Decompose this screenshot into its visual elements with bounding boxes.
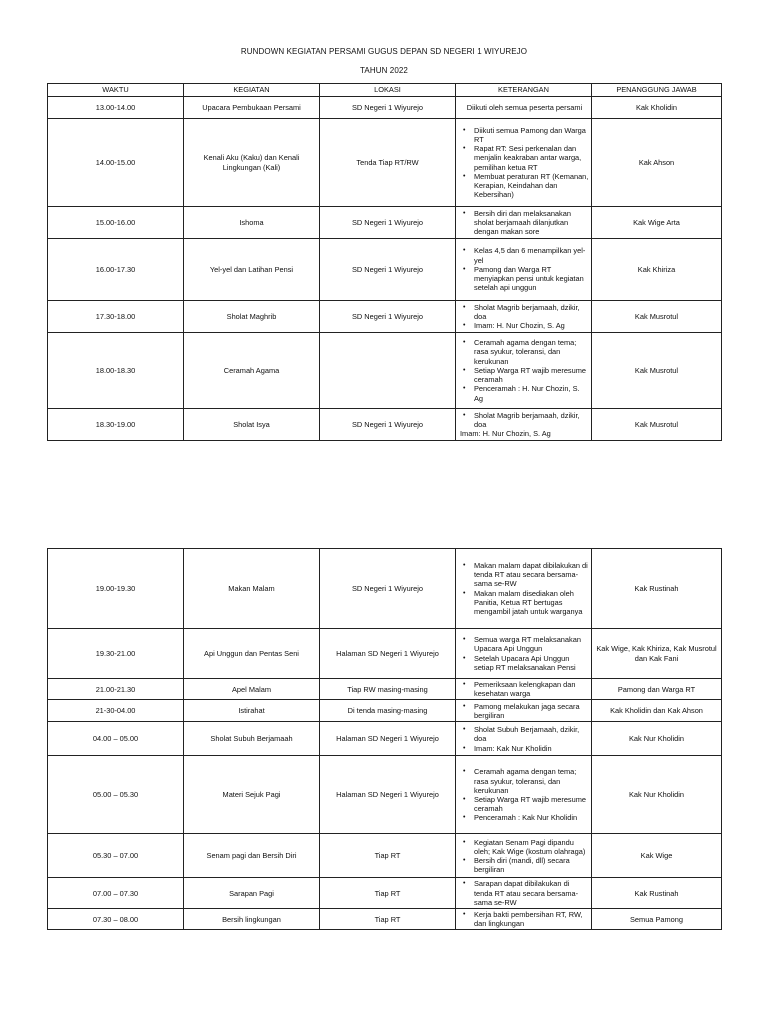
lokasi-cell: Halaman SD Negeri 1 Wiyurejo: [320, 722, 456, 756]
document-title: RUNDOWN KEGIATAN PERSAMI GUGUS DEPAN SD NEGERI 1 WIYUREJO: [240, 47, 528, 56]
kegiatan-cell: Upacara Pembukaan Persami: [184, 97, 320, 119]
lokasi-cell: [320, 333, 456, 409]
kegiatan-cell: Ishoma: [184, 207, 320, 239]
keterangan-bullet-item: • Membuat peraturan RT (Kemanan, Kerapian, Keindahan dan Kebersihan): [474, 172, 589, 200]
waktu-cell: 18.00-18.30: [48, 333, 184, 409]
keterangan-cell: [456, 629, 592, 679]
waktu-cell: 04.00 – 05.00: [48, 722, 184, 756]
penanggung-jawab-cell: Kak Nur Kholidin: [592, 756, 722, 834]
penanggung-jawab-cell: Kak Wige: [592, 834, 722, 878]
keterangan-cell: [456, 119, 592, 207]
keterangan-text: Diikuti oleh semua peserta persami: [466, 102, 583, 112]
table-row: [48, 119, 722, 207]
kegiatan-cell: Apel Malam: [184, 679, 320, 700]
keterangan-cell: [456, 409, 592, 441]
kegiatan-cell: Sarapan Pagi: [184, 878, 320, 909]
table-header-row: [48, 84, 722, 97]
table-row: [48, 409, 722, 441]
column-header-lokasi: LOKASI: [320, 84, 456, 97]
table-row: [48, 629, 722, 679]
penanggung-jawab-cell: Kak Ahson: [592, 119, 722, 207]
keterangan-bullet-item: • Penceramah : Kak Nur Kholidin: [474, 813, 589, 822]
document-year: TAHUN 2022: [360, 66, 408, 75]
table-row: [48, 207, 722, 239]
keterangan-bullet-item: • Ceramah agama dengan tema; rasa syukur, toleransi, dan kerukunan: [474, 338, 589, 366]
keterangan-cell: [456, 700, 592, 722]
waktu-cell: 15.00-16.00: [48, 207, 184, 239]
penanggung-jawab-cell: Pamong dan Warga RT: [592, 679, 722, 700]
keterangan-bullet-item: • Kegiatan Senam Pagi dipandu oleh; Kak Wige (kostum olahraga): [474, 838, 589, 856]
table-row: [48, 909, 722, 930]
table-row: [48, 549, 722, 629]
keterangan-cell: [456, 549, 592, 629]
keterangan-bullet-item: • Ceramah agama dengan tema; rasa syukur, toleransi, dan kerukunan: [474, 767, 589, 795]
keterangan-bullet-item: • Imam: Kak Nur Kholidin: [474, 744, 589, 753]
keterangan-bullet-item: • Kelas 4,5 dan 6 menampilkan yel-yel: [474, 246, 589, 264]
keterangan-bullet-item: • Bersih diri (mandi, dll) secara bergiliran: [474, 856, 589, 874]
penanggung-jawab-cell: Kak Musrotul: [592, 409, 722, 441]
keterangan-cell: [456, 333, 592, 409]
keterangan-cell: [456, 834, 592, 878]
penanggung-jawab-cell: Semua Pamong: [592, 909, 722, 930]
keterangan-bullet-item: • Bersih diri dan melaksanakan sholat berjamaah dilanjutkan dengan makan sore: [474, 209, 589, 237]
lokasi-cell: SD Negeri 1 Wiyurejo: [320, 301, 456, 333]
penanggung-jawab-cell: Kak Nur Kholidin: [592, 722, 722, 756]
keterangan-cell: [456, 909, 592, 930]
keterangan-cell: [456, 239, 592, 301]
waktu-cell: 05.00 – 05.30: [48, 756, 184, 834]
kegiatan-cell: Sholat Subuh Berjamaah: [184, 722, 320, 756]
lokasi-cell: SD Negeri 1 Wiyurejo: [320, 409, 456, 441]
penanggung-jawab-cell: Kak Musrotul: [592, 301, 722, 333]
kegiatan-cell: Materi Sejuk Pagi: [184, 756, 320, 834]
table-row: [48, 700, 722, 722]
waktu-cell: 14.00-15.00: [48, 119, 184, 207]
kegiatan-cell: Sholat Isya: [184, 409, 320, 441]
keterangan-bullet-item: • Setelah Upacara Api Unggun setiap RT melaksanakan Pensi: [474, 654, 589, 672]
keterangan-bullet-item: • Penceramah : H. Nur Chozin, S. Ag: [474, 384, 589, 402]
kegiatan-cell: Istirahat: [184, 700, 320, 722]
keterangan-bullet-item: • Setiap Warga RT wajib meresume ceramah: [474, 795, 589, 813]
keterangan-bullet-item: • Pamong dan Warga RT menyiapkan pensi untuk kegiatan setelah api unggun: [474, 265, 589, 293]
lokasi-cell: Tiap RT: [320, 878, 456, 909]
penanggung-jawab-cell: Kak Wige Arta: [592, 207, 722, 239]
penanggung-jawab-cell: Kak Rustinah: [592, 878, 722, 909]
column-header-keterangan: KETERANGAN: [456, 84, 592, 97]
lokasi-cell: Tiap RT: [320, 909, 456, 930]
waktu-cell: 17.30-18.00: [48, 301, 184, 333]
penanggung-jawab-cell: Kak Musrotul: [592, 333, 722, 409]
keterangan-bullet-item: • Rapat RT: Sesi perkenalan dan menjalin keakraban antar warga, pemilihan ketua RT: [474, 144, 589, 172]
keterangan-bullet-item: • Kerja bakti pembersihan RT, RW, dan lingkungan: [474, 910, 589, 928]
table-row: [48, 834, 722, 878]
kegiatan-cell: Ceramah Agama: [184, 333, 320, 409]
table-row: [48, 301, 722, 333]
table-row: [48, 722, 722, 756]
keterangan-cell: [456, 301, 592, 333]
keterangan-bullet-item: • Makan malam disediakan oleh Panitia, Ketua RT bertugas mengambil jatah untuk warganya: [474, 589, 589, 617]
keterangan-bullet-item: • Setiap Warga RT wajib meresume ceramah: [474, 366, 589, 384]
kegiatan-cell: Senam pagi dan Bersih Diri: [184, 834, 320, 878]
rundown-table-page-2: [47, 548, 722, 930]
kegiatan-cell: Bersih lingkungan: [184, 909, 320, 930]
table-row: [48, 239, 722, 301]
lokasi-cell: SD Negeri 1 Wiyurejo: [320, 549, 456, 629]
waktu-cell: 07.00 – 07.30: [48, 878, 184, 909]
kegiatan-cell: Kenali Aku (Kaku) dan Kenali Lingkungan (Kali): [184, 119, 320, 207]
column-header-penanggung-jawab: PENANGGUNG JAWAB: [592, 84, 722, 97]
keterangan-cell: [456, 97, 592, 119]
table-row: [48, 878, 722, 909]
penanggung-jawab-cell: Kak Kholidin: [592, 97, 722, 119]
lokasi-cell: SD Negeri 1 Wiyurejo: [320, 239, 456, 301]
table-row: [48, 333, 722, 409]
keterangan-cell: [456, 207, 592, 239]
kegiatan-cell: Sholat Maghrib: [184, 301, 320, 333]
lokasi-cell: SD Negeri 1 Wiyurejo: [320, 97, 456, 119]
keterangan-bullet-item: • Semua warga RT melaksanakan Upacara Api Unggun: [474, 635, 589, 653]
keterangan-cell: [456, 679, 592, 700]
keterangan-text: Imam: H. Nur Chozin, S. Ag: [460, 429, 551, 439]
table-row: [48, 756, 722, 834]
keterangan-cell: [456, 878, 592, 909]
keterangan-cell: [456, 756, 592, 834]
kegiatan-cell: Yel-yel dan Latihan Pensi: [184, 239, 320, 301]
lokasi-cell: Tiap RT: [320, 834, 456, 878]
kegiatan-cell: Api Unggun dan Pentas Seni: [184, 629, 320, 679]
waktu-cell: 16.00-17.30: [48, 239, 184, 301]
keterangan-bullet-item: • Sholat Magrib berjamaah, dzikir, doa: [474, 303, 589, 321]
penanggung-jawab-cell: Kak Khiriza: [592, 239, 722, 301]
kegiatan-cell: Makan Malam: [184, 549, 320, 629]
waktu-cell: 19.00-19.30: [48, 549, 184, 629]
table-row: [48, 679, 722, 700]
keterangan-bullet-item: • Sholat Subuh Berjamaah, dzikir, doa: [474, 725, 589, 743]
penanggung-jawab-cell: Kak Rustinah: [592, 549, 722, 629]
keterangan-bullet-item: • Makan malam dapat dibilakukan di tenda RT atau secara bersama-sama se-RW: [474, 561, 589, 589]
keterangan-bullet-item: • Sarapan dapat dibilakukan di tenda RT atau secara bersama-sama se-RW: [474, 879, 589, 907]
keterangan-bullet-item: • Pamong melakukan jaga secara bergiliran: [474, 702, 589, 720]
column-header-kegiatan: KEGIATAN: [184, 84, 320, 97]
table-row: [48, 97, 722, 119]
lokasi-cell: Tenda Tiap RT/RW: [320, 119, 456, 207]
keterangan-bullet-item: • Imam: H. Nur Chozin, S. Ag: [474, 321, 589, 330]
keterangan-cell: [456, 722, 592, 756]
penanggung-jawab-cell: Kak Kholidin dan Kak Ahson: [592, 700, 722, 722]
waktu-cell: 19.30-21.00: [48, 629, 184, 679]
keterangan-bullet-item: • Pemeriksaan kelengkapan dan kesehatan warga: [474, 680, 589, 698]
waktu-cell: 13.00-14.00: [48, 97, 184, 119]
waktu-cell: 07.30 – 08.00: [48, 909, 184, 930]
waktu-cell: 18.30-19.00: [48, 409, 184, 441]
rundown-table-page-1: [47, 83, 722, 441]
waktu-cell: 21-30-04.00: [48, 700, 184, 722]
keterangan-bullet-item: • Sholat Magrib berjamaah, dzikir, doa: [474, 411, 589, 429]
keterangan-bullet-item: • Diikuti semua Pamong dan Warga RT: [474, 126, 589, 144]
waktu-cell: 21.00-21.30: [48, 679, 184, 700]
lokasi-cell: Di tenda masing-masing: [320, 700, 456, 722]
lokasi-cell: Halaman SD Negeri 1 Wiyurejo: [320, 629, 456, 679]
waktu-cell: 05.30 – 07.00: [48, 834, 184, 878]
column-header-waktu: WAKTU: [48, 84, 184, 97]
lokasi-cell: SD Negeri 1 Wiyurejo: [320, 207, 456, 239]
penanggung-jawab-cell: Kak Wige, Kak Khiriza, Kak Musrotul dan Kak Fani: [592, 629, 722, 679]
lokasi-cell: Halaman SD Negeri 1 Wiyurejo: [320, 756, 456, 834]
lokasi-cell: Tiap RW masing-masing: [320, 679, 456, 700]
